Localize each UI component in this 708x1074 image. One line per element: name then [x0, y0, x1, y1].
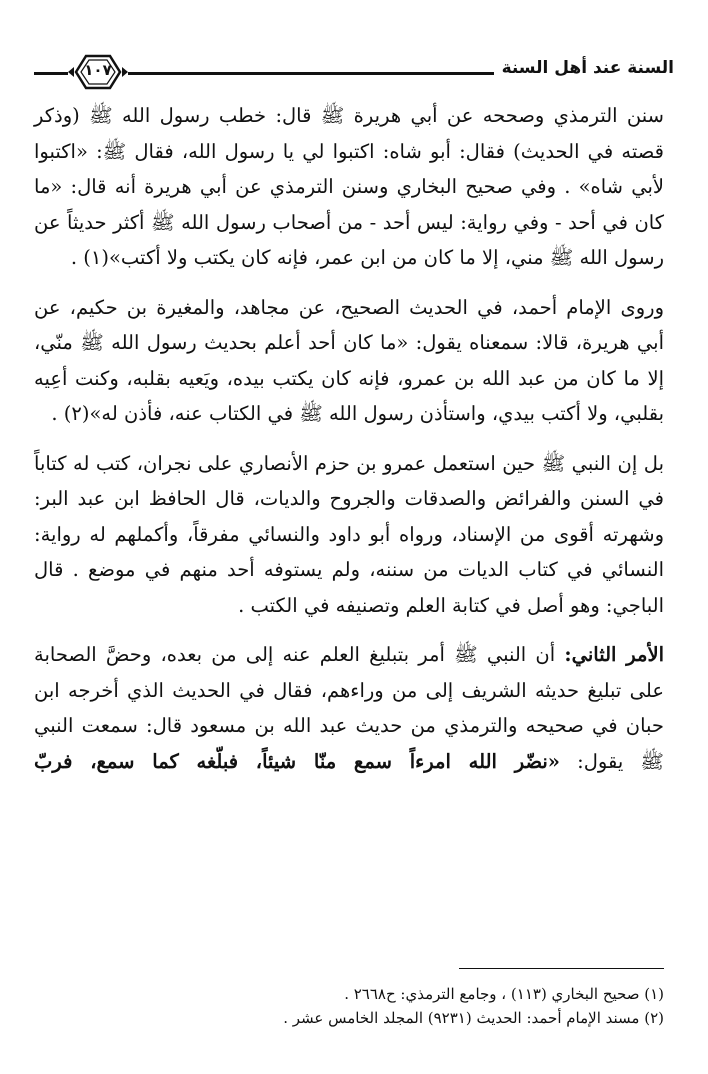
running-title: السنة عند أهل السنة: [494, 58, 674, 78]
paragraph-text: أن النبي ﷺ أمر بتبليغ العلم عنه إلى من بعده، وحضَّ الصحابة على تبليغ حديثه الشريف إلى من وراءهم، فقال في الحديث الذي أخرجه ابن حبان في صحيحه والترمذي من حديث عبد الله بن مسعود قال: سمعت النبي ﷺ يقول:: [34, 643, 664, 773]
footnotes: [40, 982, 664, 1030]
main-text: [34, 98, 664, 793]
page-header: [34, 52, 674, 92]
page-number: ١٠٧: [84, 61, 112, 79]
page-number-ornament: [68, 52, 128, 92]
footnote-divider: [459, 968, 664, 969]
paragraph: سنن الترمذي وصححه عن أبي هريرة ﷺ قال: خطب رسول الله ﷺ (وذكر قصته في الحديث) فقال: أبو شاه: اكتبوا لي يا رسول الله، فقال ﷺ: «اكتبوا لأبي شاه» . وفي صحيح البخاري وسنن الترمذي عن أبي هريرة أنه قال: «ما كان في أحد - وفي رواية: ليس أحد - من أصحاب رسول الله ﷺ أكثر حديثاً عن رسول الله ﷺ مني، إلا ما كان من ابن عمر، فإنه كان يكتب ولا أكتب»(١) .: [34, 104, 664, 269]
paragraph: وروى الإمام أحمد، في الحديث الصحيح، عن مجاهد، والمغيرة بن حكيم، عن أبي هريرة، قالا: سمعناه يقول: «ما كان أحد أعلم بحديث رسول الله ﷺ منّي، إلا ما كان من عبد الله بن عمرو، فإنه كان يكتب بيده، ويَعيه بقلبه، وكنت أعِيه بقلبي، ولا أكتب بيدي، واستأذن رسول الله ﷺ في الكتاب عنه، فأذن له»(٢) .: [34, 295, 664, 425]
paragraph: [34, 637, 664, 779]
footnote: (١) صحيح البخاري (١١٣) ، وجامع الترمذي: ح٢٦٦٨ .: [344, 985, 664, 1003]
footnote: (٢) مسند الإمام أحمد: الحديث (٩٢٣١) المجلد الخامس عشر .: [283, 1009, 664, 1027]
paragraph: بل إن النبي ﷺ حين استعمل عمرو بن حزم الأنصاري على نجران، كتب له كتاباً في السنن والفرائض والصدقات والجروح والديات، قال الحافظ ابن عبد البر: وشهرته أقوى من الإسناد، ورواه أبو داود والنسائي مفرقاً، وأكملهم له رواية: النسائي في كتاب الديات من سننه، ولم يستوفه أحد منهم في موضع . قال الباجي: وهو أصل في كتابة العلم وتصنيفه في الكتب .: [34, 451, 664, 617]
section-lead: الأمر الثاني:: [564, 643, 664, 666]
hadith-quote: «نضّر الله امرءاً سمع منّا شيئاً، فبلّغه كما سمع، فربّ: [34, 749, 560, 773]
